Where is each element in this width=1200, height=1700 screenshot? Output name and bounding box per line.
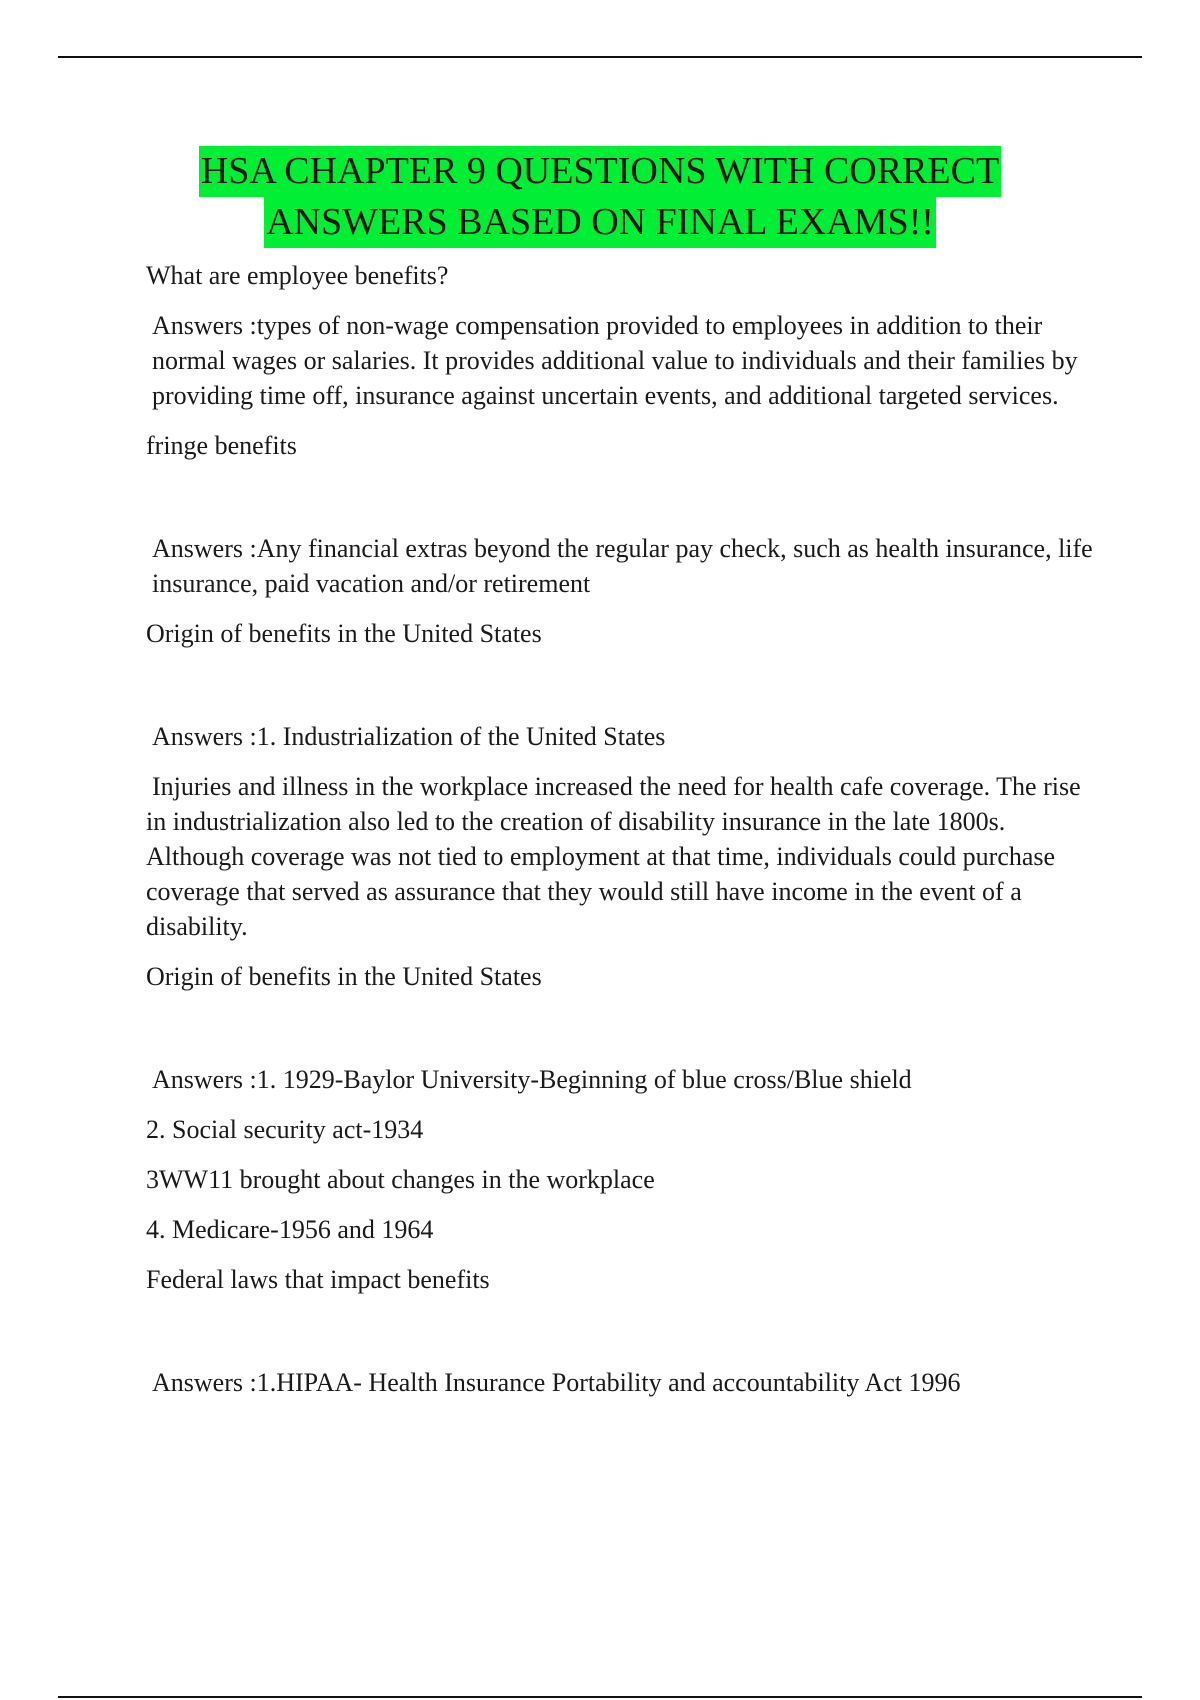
question-text: Origin of benefits in the United States <box>146 619 542 648</box>
question-text: Origin of benefits in the United States <box>146 962 542 991</box>
answer-text: Answers :types of non-wage compensation provided to employees in addition to their normal wages or salaries. It provides additional value to individuals and their families by providing time off, insurance against uncertain events, and additional targeted services. <box>152 311 1078 410</box>
answer-text: Answers :1. Industrialization of the United States <box>152 722 666 751</box>
answer-list-item: 4. Medicare-1956 and 1964 <box>146 1215 434 1244</box>
question-text: What are employee benefits? <box>146 261 449 290</box>
title-line-2: ANSWERS BASED ON FINAL EXAMS!! <box>264 197 936 248</box>
title-line-1: HSA CHAPTER 9 QUESTIONS WITH CORRECT <box>199 146 1001 197</box>
document-body <box>146 258 1096 1415</box>
document-title <box>0 146 1200 248</box>
bottom-rule <box>58 1696 1142 1698</box>
question-text: fringe benefits <box>146 431 297 460</box>
question-text: Federal laws that impact benefits <box>146 1265 490 1294</box>
answer-text: Answers :1. 1929-Baylor University-Beginning of blue cross/Blue shield <box>152 1065 912 1094</box>
answer-continuation: Injuries and illness in the workplace increased the need for health cafe coverage. The rise in industrialization also led to the creation of disability insurance in the late 1800s. Although coverage was not tied to employment at that time, individuals could purchase coverage that served as assurance that they would still have income in the event of a disability. <box>146 772 1081 941</box>
answer-text: Answers :1.HIPAA- Health Insurance Portability and accountability Act 1996 <box>152 1368 961 1397</box>
answer-list-item: 2. Social security act-1934 <box>146 1115 424 1144</box>
answer-text: Answers :Any financial extras beyond the regular pay check, such as health insurance, life insurance, paid vacation and/or retirement <box>152 534 1093 598</box>
answer-list-item: 3WW11 brought about changes in the workplace <box>146 1165 655 1194</box>
top-rule <box>58 56 1142 58</box>
